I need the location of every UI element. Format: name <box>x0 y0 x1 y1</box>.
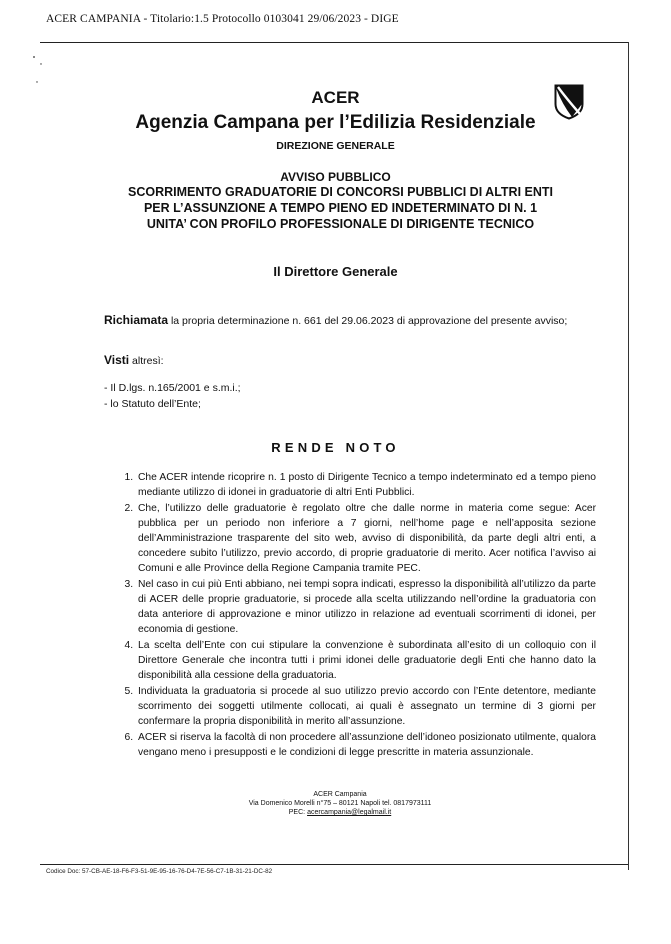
footer-pec-address[interactable]: acercampania@legalmail.it <box>307 809 392 816</box>
notice-point: 4. La scelta dell’Ente con cui stipulare la convenzione è subordinata all’esito di un colloquio con il Direttore Generale che incontra tutti i primi idonei delle graduatorie degli Enti che hanno dato la disponibilità alla cessione della graduatoria. <box>136 638 596 683</box>
protocol-header: ACER CAMPANIA - Titolario:1.5 Protocollo 0103041 29/06/2023 - DIGE <box>46 13 399 25</box>
bottom-rule <box>40 864 628 865</box>
richiamata-text: la propria determinazione n. 661 del 29.06.2023 di approvazione del presente avviso; <box>170 315 568 327</box>
notice-subject-line: SCORRIMENTO GRADUATORIE DI CONCORSI PUBBLICI DI ALTRI ENTI <box>127 185 553 199</box>
notice-point: 1. Che ACER intende ricoprire n. 1 posto di Dirigente Tecnico a tempo indeterminato ed a tempo pieno mediante utilizzo di idonei in graduatorie di altri Enti Pubblici. <box>136 470 596 500</box>
notice-point: 6. ACER si riserva la facoltà di non procedere all’assunzione dell’idoneo posizionato utilmente, qualora vengano meno i presupposti e le condizioni di legge prescritte in materia assunzionale. <box>136 730 596 760</box>
notice-subject <box>104 184 577 232</box>
org-full-name: Agenzia Campana per l’Edilizia Residenziale <box>135 112 536 133</box>
signer-title: Il Direttore Generale <box>273 264 398 279</box>
visti-text: altresì: <box>132 355 164 367</box>
notice-subject-line: UNITA’ CON PROFILO PROFESSIONALE DI DIRIGENTE TECNICO <box>146 217 535 231</box>
notice-point: 3. Nel caso in cui più Enti abbiano, nei tempi sopra indicati, espresso la disponibilità all’utilizzo da parte di ACER delle proprie graduatorie, si procede alla scelta utilizzando nell’ordine la graduatoria con data anteriore di approvazione e minor utilizzo in relazione ad eventuali scorrimenti di idonei, per economia di gestione. <box>136 577 596 637</box>
notice-point: 5. Individuata la graduatoria si procede al suo utilizzo previo accordo con l’Ente detentore, mediante scorrimento dei soggetti utilmente collocati, ai quali è assegnato un termine di 3 giorni per confermare la propria disponibilità in merito all’assunzione. <box>136 684 596 729</box>
org-department: DIREZIONE GENERALE <box>276 140 395 152</box>
notice-point: 2. Che, l’utilizzo delle graduatorie è regolato oltre che dalle norme in materia come segue: Acer pubblica per un periodo non inferiore a 7 giorni, nell’home page e nell’apposita sezione dell’Amministrazione trasparente del sito web, avviso di disponibilità, da parte degli altri enti, a concedere subito l’utilizzo, previo accordo, di proprie graduatorie di merito. Acer notifica l’avviso ai Comuni e alle Province della Regione Campania tramite PEC. <box>136 501 596 576</box>
legal-reference-item: - Il D.lgs. n.165/2001 e s.m.i.; <box>104 382 241 394</box>
org-short-name: ACER <box>311 88 360 107</box>
notice-type: AVVISO PUBBLICO <box>280 170 391 184</box>
footer-pec <box>210 808 470 817</box>
footer-address-block <box>210 790 470 817</box>
right-margin-rule <box>628 42 629 870</box>
top-rule <box>40 42 628 43</box>
richiamata-lead: Richiamata <box>104 313 169 327</box>
visti-lead: Visti <box>104 353 130 367</box>
document-code: Codice Doc: 57-CB-AE-18-F6-F3-51-9E-95-16-76-D4-7E-56-C7-1B-31-21-DC-82 <box>46 868 273 875</box>
legal-reference-item: - lo Statuto dell’Ente; <box>104 398 201 410</box>
footer-org-name: ACER Campania <box>313 791 367 798</box>
richiamata-paragraph <box>104 312 578 329</box>
footer-pec-label: PEC: <box>288 809 306 816</box>
notice-subject-line: PER L’ASSUNZIONE A TEMPO PIENO ED INDETERMINATO DI N. 1 <box>143 201 538 215</box>
notice-points-list <box>118 470 596 761</box>
legal-references <box>104 380 241 412</box>
footer-address: Via Domenico Morelli n°75 – 80121 Napoli tel. 0817973111 <box>248 800 432 807</box>
rende-noto-heading: RENDE NOTO <box>271 440 400 455</box>
visti-paragraph <box>104 352 578 369</box>
